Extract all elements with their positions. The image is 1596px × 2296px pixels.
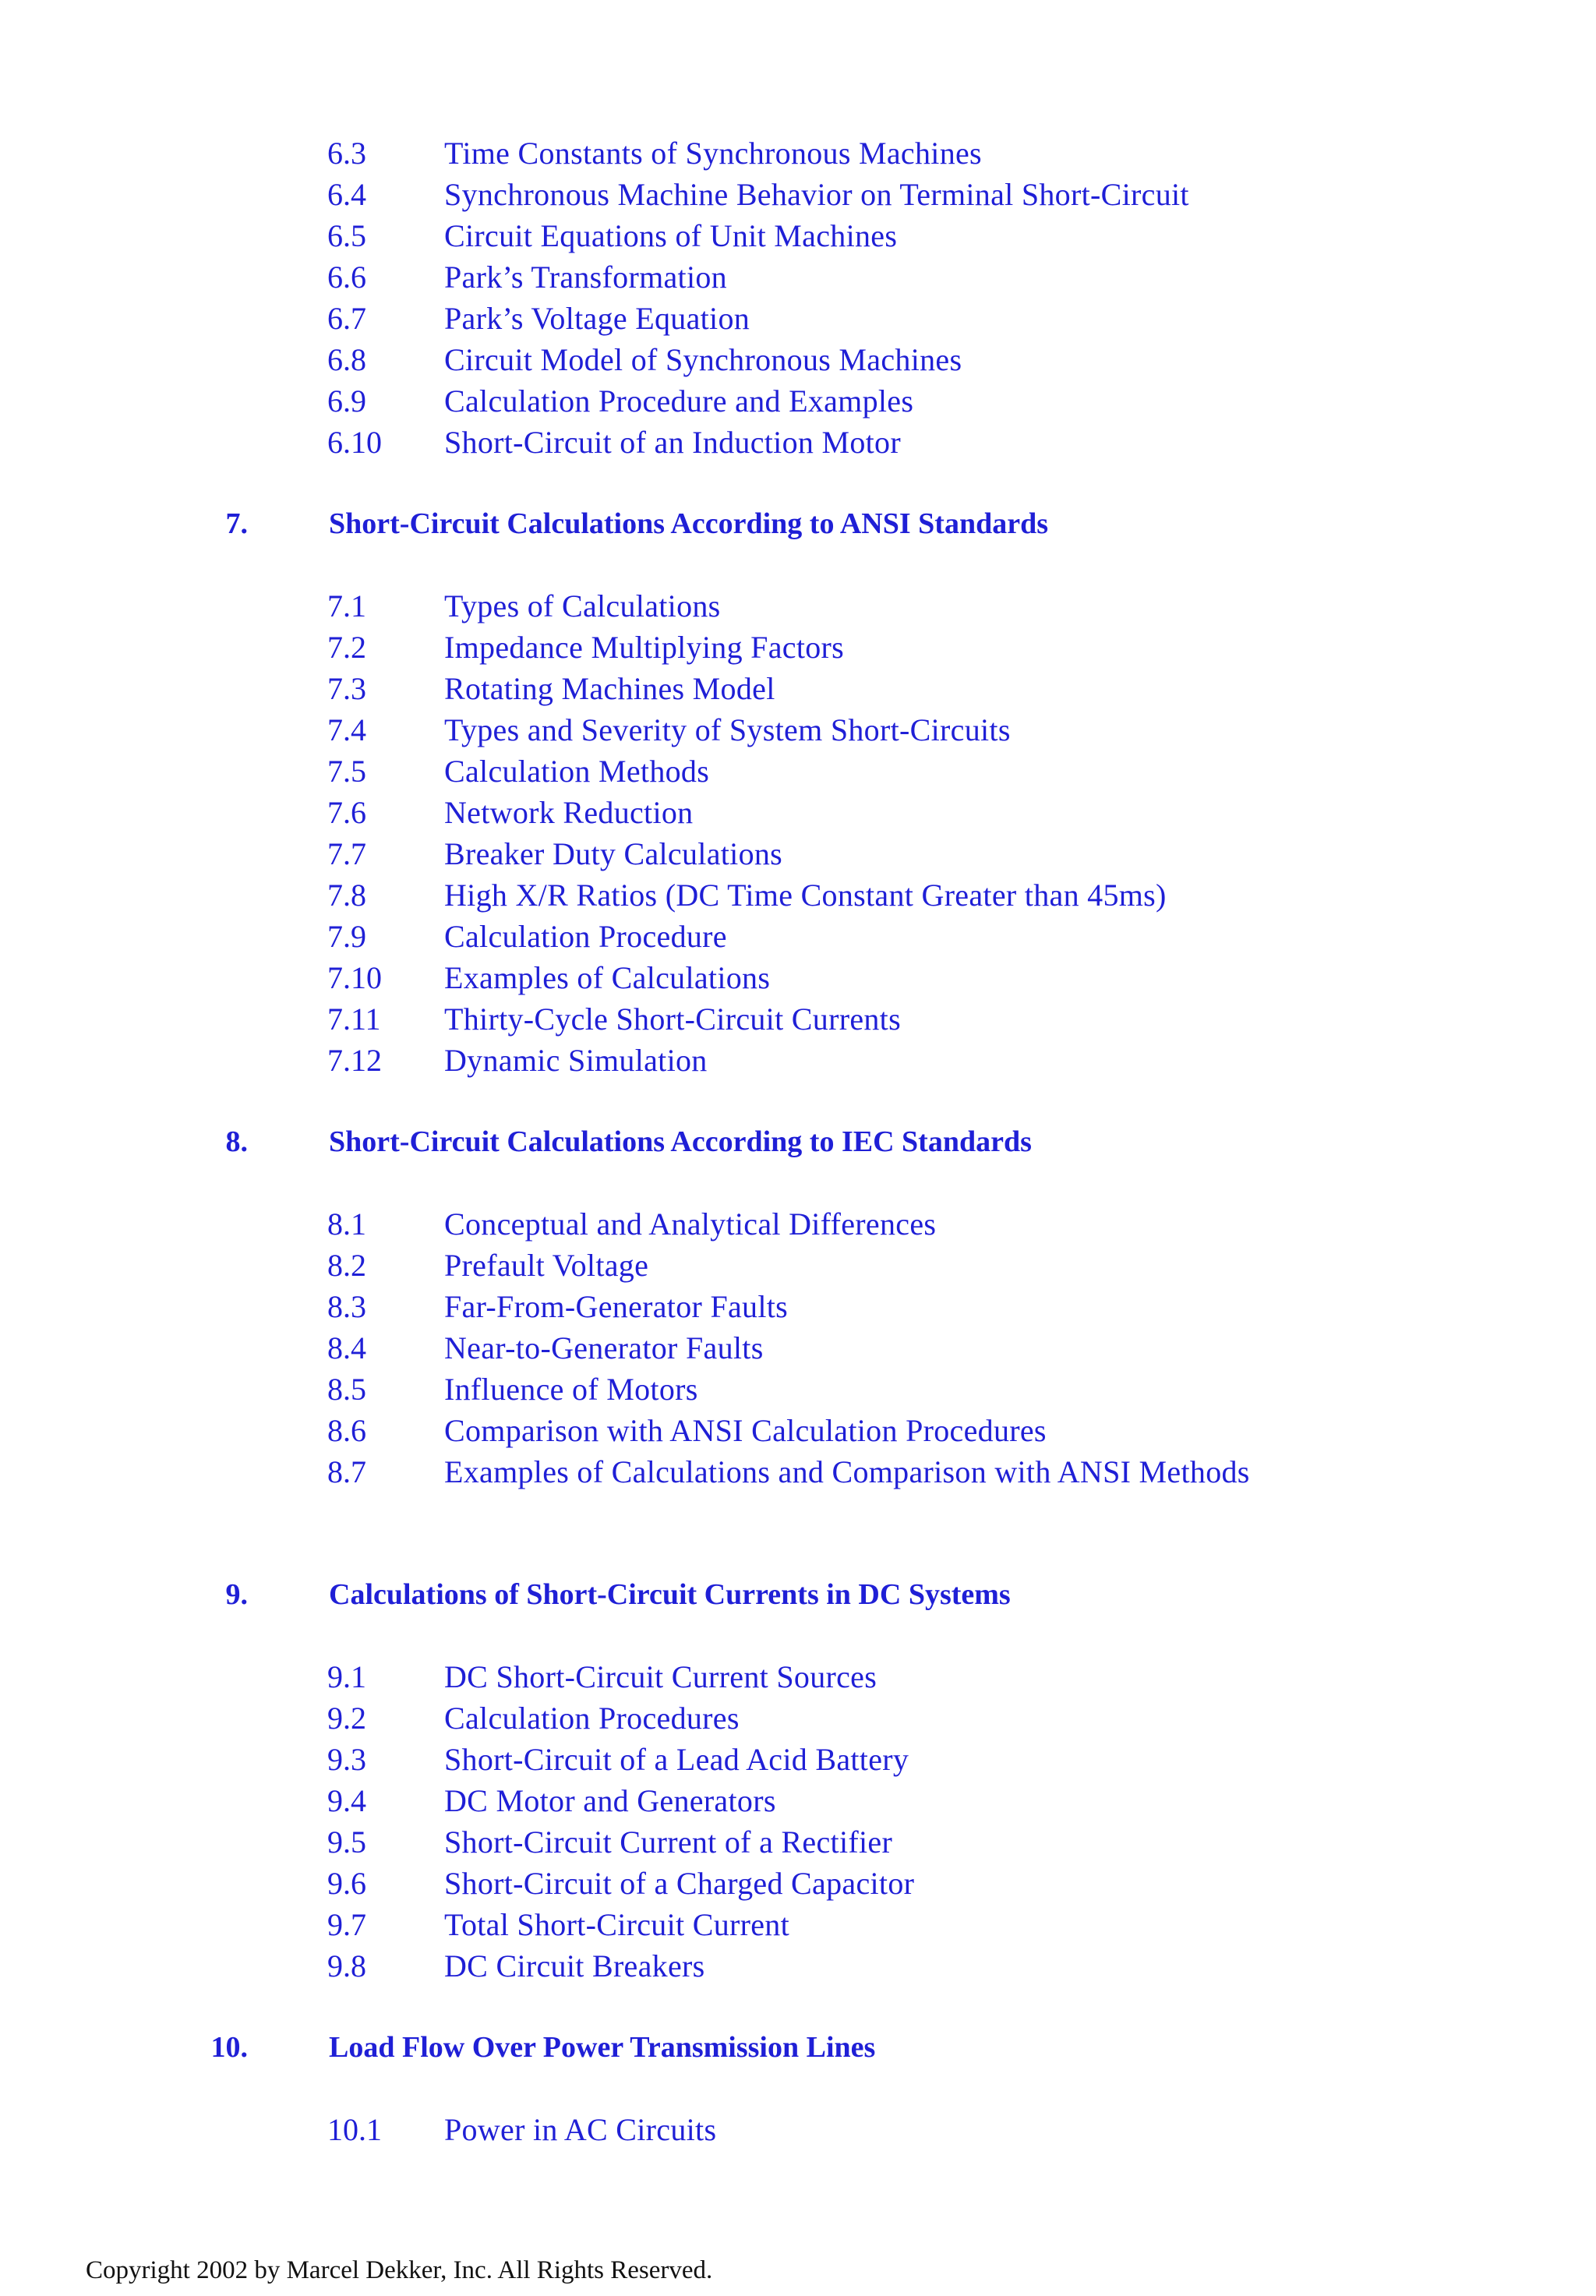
toc-entry-number: 7.7 [327,836,366,871]
toc-entry[interactable] [0,627,1596,668]
toc-entry-title: High X/R Ratios (DC Time Constant Greater than 45ms) [444,878,1167,913]
toc-entry-title: Examples of Calculations [444,960,771,995]
toc-entry-number: 8.3 [327,1289,366,1324]
toc-entry-number: 7.6 [327,795,366,830]
toc-entry[interactable] [0,1410,1596,1451]
toc-entry-title: Influence of Motors [444,1372,698,1407]
toc-entry-number: 7.8 [327,878,366,913]
toc-entry[interactable] [0,1040,1596,1081]
toc-entry-number: 9.8 [327,1948,366,1983]
chapter-number: 7. [225,507,248,540]
toc-entry[interactable] [0,339,1596,380]
toc-entry-number: 6.3 [327,136,366,171]
toc-entry-title: DC Short-Circuit Current Sources [444,1659,877,1694]
toc-entry[interactable] [0,2109,1596,2150]
toc-entry-number: 8.2 [327,1248,366,1283]
toc-entry-number: 8.6 [327,1413,366,1448]
toc-entry-number: 9.3 [327,1742,366,1777]
toc-entry-number: 7.12 [327,1043,382,1078]
toc-entry-number: 7.1 [327,588,366,623]
chapter-title: Load Flow Over Power Transmission Lines [329,2031,876,2064]
toc-entry[interactable] [0,1863,1596,1904]
toc-entry[interactable] [0,1780,1596,1821]
toc-entry[interactable] [0,1656,1596,1697]
toc-entry-number: 9.5 [327,1824,366,1860]
toc-entry-title: Network Reduction [444,795,694,830]
toc-entry-title: Park’s Transformation [444,260,727,295]
toc-entry[interactable] [0,833,1596,874]
toc-entry-number: 8.1 [327,1206,366,1242]
toc-entry[interactable] [0,1739,1596,1780]
toc-entry-number: 6.4 [327,177,366,212]
chapter-title: Short-Circuit Calculations According to IEC Standards [329,1125,1032,1158]
chapter-number: 10. [210,2031,248,2064]
toc-entry[interactable] [0,668,1596,709]
toc-entry-number: 7.11 [327,1001,381,1037]
toc-entry[interactable] [0,1821,1596,1863]
toc-entry[interactable] [0,1369,1596,1410]
toc-entry-number: 7.10 [327,960,382,995]
toc-entry[interactable] [0,256,1596,298]
toc-entry[interactable] [0,132,1596,174]
chapter-number: 8. [225,1125,248,1158]
toc-entry-number: 6.8 [327,342,366,377]
toc-entry-title: Park’s Voltage Equation [444,301,750,336]
toc-entry[interactable] [0,751,1596,792]
toc-entry-title: Near-to-Generator Faults [444,1330,764,1365]
toc-entry-number: 7.2 [327,630,366,665]
toc-entry-number: 9.4 [327,1783,366,1818]
toc-entry[interactable] [0,1286,1596,1327]
toc-entry[interactable] [0,1697,1596,1739]
toc-entry-number: 9.2 [327,1701,366,1736]
toc-entry[interactable] [0,1203,1596,1245]
toc-entry-number: 6.10 [327,425,382,460]
toc-entry[interactable] [0,916,1596,957]
toc-entry[interactable] [0,874,1596,916]
toc-entry-title: Short-Circuit Current of a Rectifier [444,1824,893,1860]
toc-entry-number: 7.4 [327,712,366,747]
chapter-number: 9. [225,1578,248,1611]
toc-entry-title: Breaker Duty Calculations [444,836,783,871]
toc-entry-title: Dynamic Simulation [444,1043,708,1078]
toc-entry-title: Calculation Procedures [444,1701,740,1736]
toc-entry[interactable] [0,998,1596,1040]
toc-chapter-heading[interactable] [0,1574,1596,1616]
toc-entry-title: Short-Circuit of an Induction Motor [444,425,901,460]
toc-entry-number: 9.7 [327,1907,366,1942]
toc-entry-title: Examples of Calculations and Comparison with ANSI Methods [444,1454,1250,1489]
toc-entry-title: Calculation Procedure [444,919,727,954]
toc-entry-number: 7.9 [327,919,366,954]
toc-entry-title: Short-Circuit of a Charged Capacitor [444,1866,915,1901]
toc-entry[interactable] [0,380,1596,422]
toc-entry[interactable] [0,709,1596,751]
toc-entry-title: Rotating Machines Model [444,671,775,706]
toc-entry-number: 8.5 [327,1372,366,1407]
toc-entry[interactable] [0,792,1596,833]
chapter-title: Calculations of Short-Circuit Currents in DC Systems [329,1578,1011,1611]
toc-entry-number: 7.3 [327,671,366,706]
toc-entry-title: Types and Severity of System Short-Circuits [444,712,1011,747]
toc-entry-title: Comparison with ANSI Calculation Procedures [444,1413,1047,1448]
toc-entry-number: 6.9 [327,383,366,419]
toc-entry-number: 6.7 [327,301,366,336]
toc-entry-title: Prefault Voltage [444,1248,649,1283]
toc-entry[interactable] [0,1904,1596,1945]
toc-entry-title: Types of Calculations [444,588,721,623]
toc-chapter-heading[interactable] [0,503,1596,545]
toc-entry-number: 8.7 [327,1454,366,1489]
toc-entry-number: 6.5 [327,218,366,253]
toc-entry-title: DC Circuit Breakers [444,1948,705,1983]
toc-entry-title: Impedance Multiplying Factors [444,630,845,665]
toc-entry-title: Time Constants of Synchronous Machines [444,136,982,171]
toc-entry-title: Short-Circuit of a Lead Acid Battery [444,1742,909,1777]
copyright-footer: Copyright 2002 by Marcel Dekker, Inc. All Rights Reserved. [86,2256,713,2284]
toc-entry-title: Far-From-Generator Faults [444,1289,789,1324]
toc-entry[interactable] [0,957,1596,998]
toc-entry-title: Circuit Equations of Unit Machines [444,218,898,253]
toc-entry-title: Power in AC Circuits [444,2112,717,2147]
toc-entry[interactable] [0,1451,1596,1534]
toc-entry-number: 10.1 [327,2112,382,2147]
toc-entry-number: 9.6 [327,1866,366,1901]
toc-entry-number: 7.5 [327,754,366,789]
toc-entry[interactable] [0,1245,1596,1286]
toc-entry-title: Circuit Model of Synchronous Machines [444,342,962,377]
toc-entry-title: Conceptual and Analytical Differences [444,1206,937,1242]
toc-entry[interactable] [0,585,1596,627]
toc-entry-title: Calculation Methods [444,754,710,789]
toc-entry[interactable] [0,1945,1596,1987]
toc-entry-title: Calculation Procedure and Examples [444,383,914,419]
toc-chapter-heading[interactable] [0,2027,1596,2068]
toc-entry-number: 6.6 [327,260,366,295]
chapter-title: Short-Circuit Calculations According to ANSI Standards [329,507,1049,540]
toc-entry[interactable] [0,174,1596,215]
toc-entry[interactable] [0,422,1596,463]
toc-entry[interactable] [0,215,1596,256]
toc-entry-title: Thirty-Cycle Short-Circuit Currents [444,1001,901,1037]
toc-entry-title: Synchronous Machine Behavior on Terminal Short-Circuit [444,177,1189,212]
toc-entry-title: Total Short-Circuit Current [444,1907,790,1942]
toc-entry[interactable] [0,1327,1596,1369]
toc-entry[interactable] [0,298,1596,339]
toc-chapter-heading[interactable] [0,1122,1596,1163]
toc-entry-title: DC Motor and Generators [444,1783,776,1818]
toc-entry-number: 8.4 [327,1330,366,1365]
toc-entry-number: 9.1 [327,1659,366,1694]
